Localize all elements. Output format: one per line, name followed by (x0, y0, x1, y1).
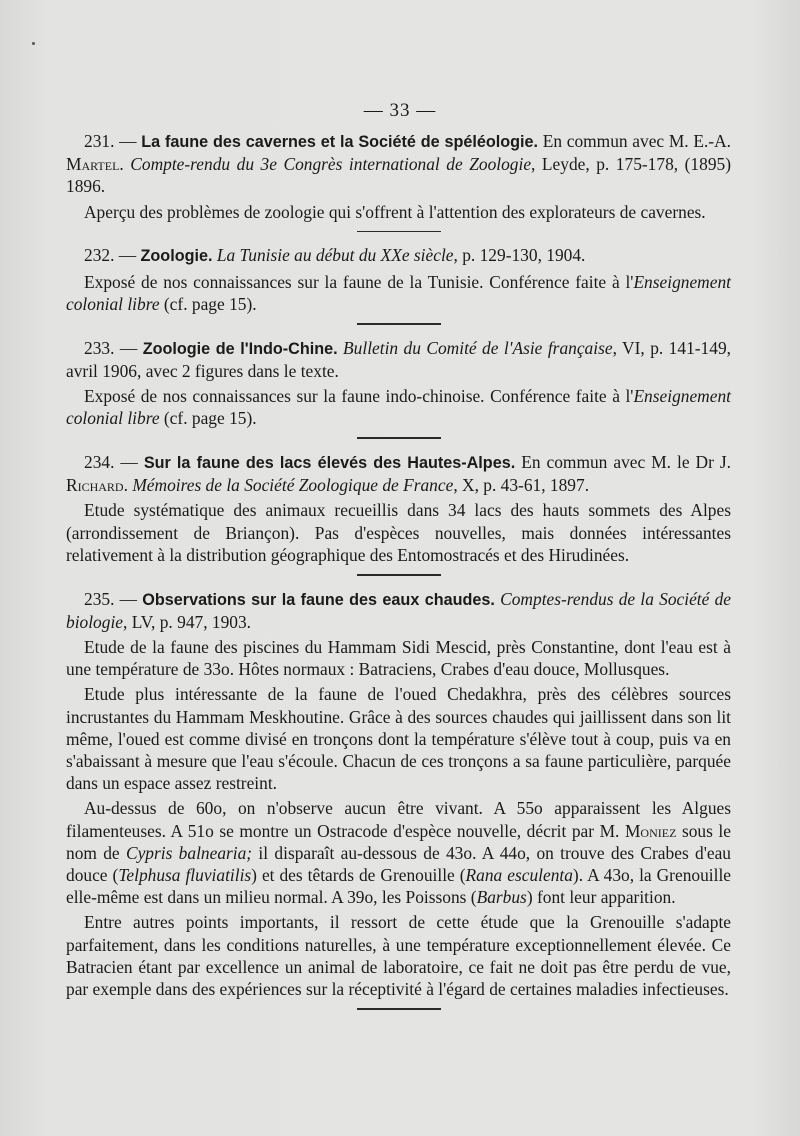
entry-number: 232. — (84, 245, 141, 266)
entry-paragraph (66, 797, 731, 908)
entry-paragraph: Etude de la faune des piscines du Hammam Sidi Mescid, près Constantine, dont l'eau est à une température de 33o. Hôtes normaux : Batraciens, Crabes d'eau douce, Mollusques. (66, 637, 731, 680)
summary-italic: Enseignement colonial libre (66, 271, 731, 314)
entry-title: La faune des cavernes et la Société de spéléologie. (141, 133, 539, 151)
author-name: Richard (66, 475, 124, 496)
summary-text: (cf. page 15). (159, 293, 257, 314)
author-name: Moniez (624, 820, 677, 841)
entry-title: Observations sur la faune des eaux chaudes. (142, 590, 495, 609)
entry-235 (66, 588, 731, 1001)
entry-paragraph: Entre autres points importants, il ressort de cette étude que la Grenouille s'adapte parfaitement, dans les conditions naturelles, à une température exceptionnellement élevée. Ce Batracien étant par excellence un animal de laboratoire, ce fait ne doit pas être perdu de vue, par exemple dans des expériences sur la réceptivité à l'égard de certaines maladies infectieuses. (66, 912, 731, 1000)
paragraph-text: ). A 43o, la Grenouille elle-même est dans un milieu normal. A 39o, les Poissons ( (66, 865, 731, 908)
separator-rule (357, 231, 441, 233)
publication-title: La Tunisie au début du XXe siècle (216, 245, 454, 266)
entry-heading (66, 588, 731, 633)
entry-text: , Leyde, p. 175-178, (1895) 1896. (66, 154, 731, 197)
summary-text: Exposé de nos connaissances sur la faune indo-chinoise. Conférence faite à l' (84, 386, 634, 407)
separator-rule (357, 574, 441, 576)
entry-text: . (119, 154, 131, 175)
entry-234 (66, 451, 731, 566)
entry-summary (66, 271, 731, 315)
entry-summary: Etude systématique des animaux recueillis dans 34 lacs des hauts sommets des Alpes (arrondissement de Briançon). Pas d'espèces nouvelles, mais données intéressantes relativement à la distribution géographique des Entomostracés et des Hirudinées. (66, 500, 731, 565)
entry-233 (66, 337, 731, 430)
entry-title: Zoologie de l'Indo-Chine. (142, 339, 338, 358)
entry-number: 233. — (84, 337, 143, 358)
publication-title: Bulletin du Comité de l'Asie française (343, 337, 613, 358)
separator-rule (357, 437, 441, 439)
entry-heading (66, 451, 731, 496)
paragraph-text: ) font leur apparition. (526, 887, 676, 908)
paragraph-text: ) et des têtards de Grenouille ( (251, 865, 466, 886)
species-name: Rana esculenta (465, 865, 573, 886)
separator-rule (357, 323, 441, 325)
entry-number: 231. — (84, 131, 142, 151)
entry-summary: Aperçu des problèmes de zoologie qui s'offrent à l'attention des explorateurs de cavernes. (84, 201, 706, 222)
entry-title: Sur la faune des lacs élevés des Hautes-Alpes. (143, 454, 516, 473)
paragraph-text: Au-dessus de 60o, on n'observe aucun être vivant. A 55o apparaissent les Algues filamenteuses. A 51o se montre un Ostracode d'espèce nouvelle, décrit par M. (66, 798, 731, 841)
publication-title: Compte-rendu du 3e Congrès international de Zoologie (130, 154, 532, 175)
paper-speck (32, 42, 35, 45)
publication-title: Comptes-rendus de la Société de biologie (66, 588, 731, 632)
entry-heading (66, 244, 731, 267)
entry-text: , LV, p. 947, 1903. (123, 611, 252, 632)
entry-title: Zoologie. (140, 247, 213, 266)
entry-paragraph: Etude plus intéressante de la faune de l'oued Chedakhra, près des célèbres sources incrustantes du Hammam Meskhoutine. Grâce à des sources chaudes qui jaillissent dans son lit même, l'oued est comme divisé en tronçons dont la température s'élève tout à coup, puis va en s'abaissant à mesure que l'eau s'écoule. Chacun de ces tronçons a sa faune particulière, parquée dans un espace assez restreint. (66, 684, 731, 794)
publication-title: Mémoires de la Société Zoologique de France (132, 475, 454, 496)
summary-text: Exposé de nos connaissances sur la faune de la Tunisie. Conférence faite à l' (84, 271, 634, 292)
entry-text: , X, p. 43-61, 1897. (453, 475, 590, 496)
entry-text: , p. 129-130, 1904. (453, 245, 586, 266)
entry-heading (66, 337, 731, 382)
entry-text: En commun avec M. E.-A. (538, 131, 731, 151)
entry-text: . (123, 475, 133, 496)
entry-232 (66, 244, 731, 315)
species-name: Telphusa fluviatilis (118, 865, 252, 886)
entry-summary (66, 385, 731, 429)
entry-heading (66, 130, 731, 198)
summary-italic: Enseignement colonial libre (66, 386, 731, 429)
author-name: Martel (66, 154, 120, 175)
species-name: Cypris balnearia; (125, 842, 253, 863)
entry-number: 234. — (84, 452, 144, 473)
paragraph-text: sous le nom de (66, 820, 731, 863)
species-name: Barbus (476, 887, 527, 908)
page-number: — 33 — (363, 100, 437, 121)
entry-231 (66, 130, 731, 223)
entry-number: 235. — (84, 588, 143, 609)
entry-text: En commun avec M. le Dr J. (515, 452, 731, 473)
bibliography-list (66, 130, 731, 1022)
separator-rule (357, 1008, 441, 1010)
entry-text: , VI, p. 141-149, avril 1906, avec 2 figures dans le texte. (66, 337, 731, 381)
summary-text: (cf. page 15). (159, 408, 257, 429)
paragraph-text: il disparaît au-dessous de 43o. A 44o, on trouve des Crabes d'eau douce ( (66, 842, 731, 886)
